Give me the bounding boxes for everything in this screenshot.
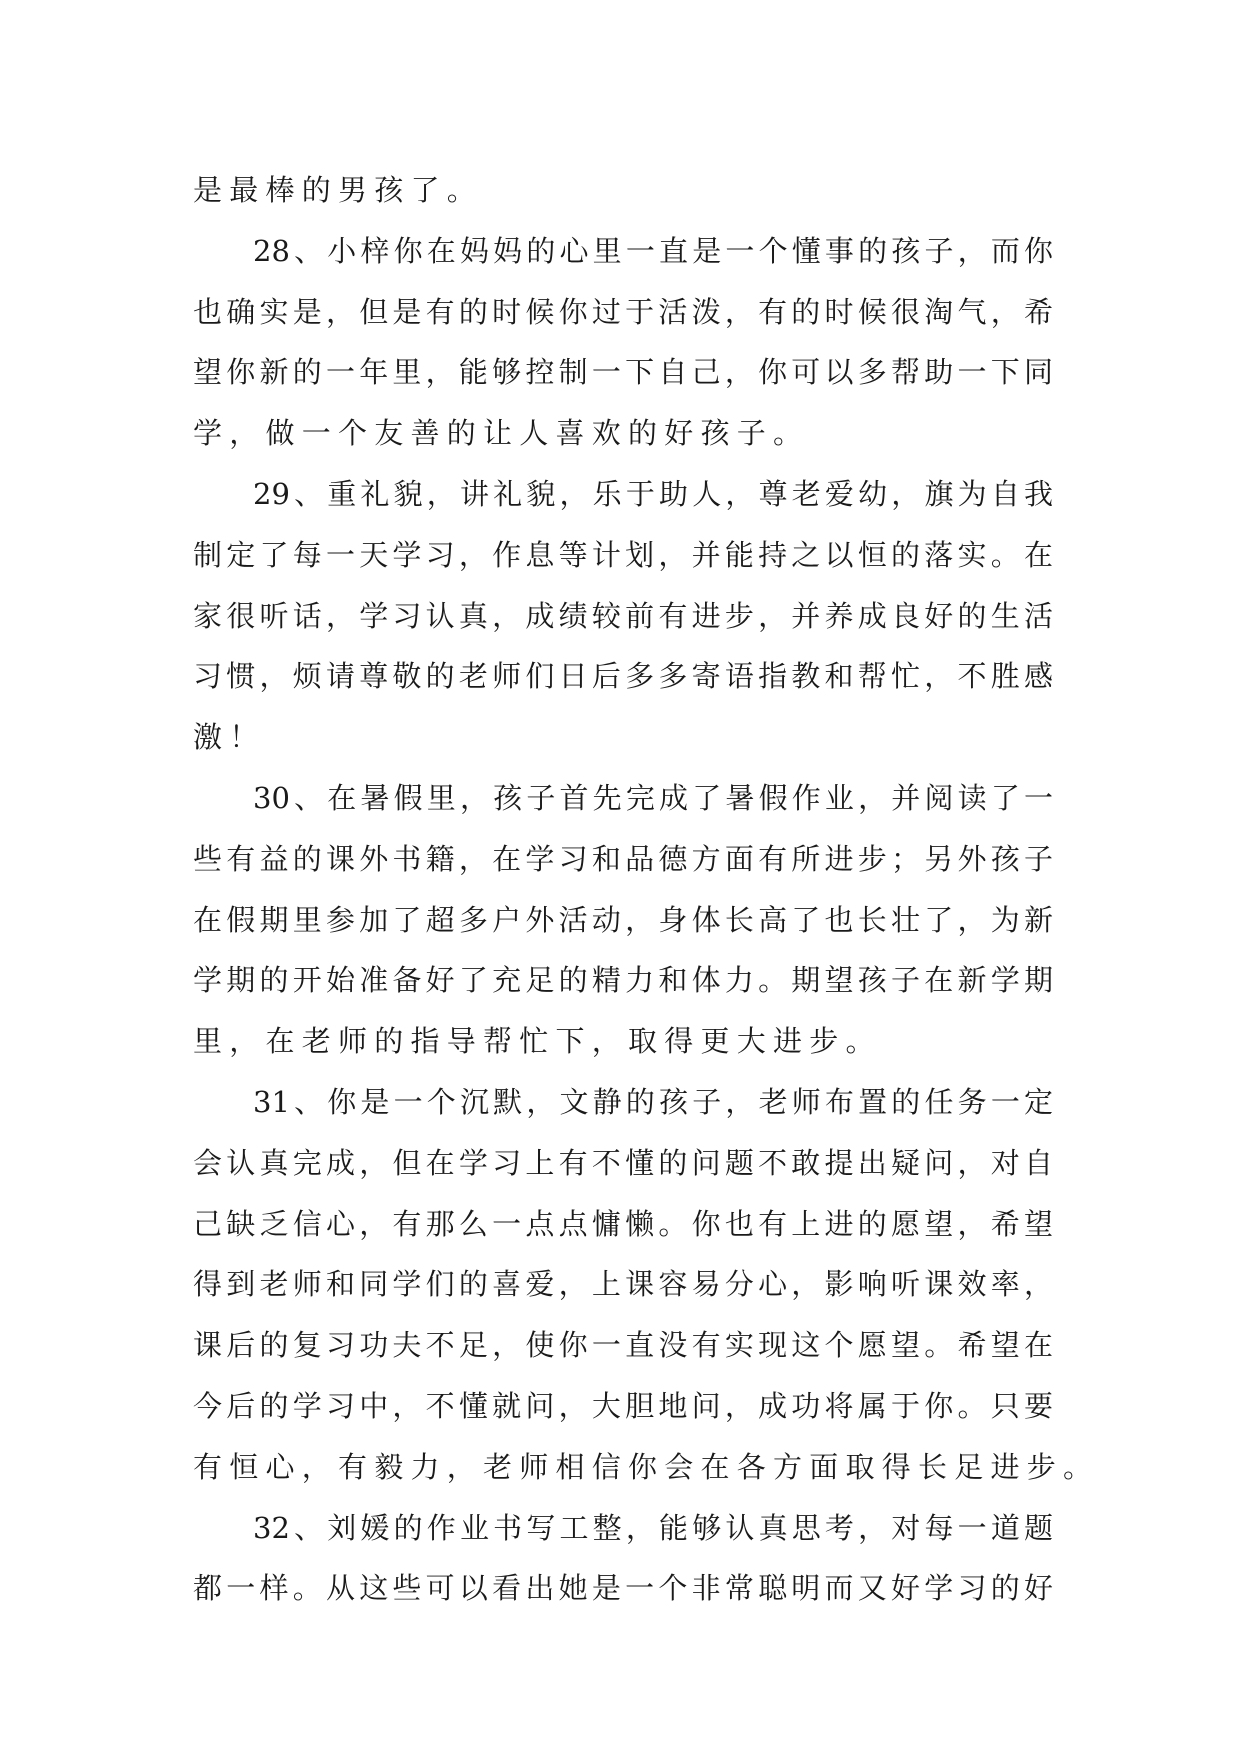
text-line: 制定了每一天学习，作息等计划，并能持之以恒的落实。在: [193, 537, 1053, 572]
text-line: 30、在暑假里，孩子首先完成了暑假作业，并阅读了一: [253, 780, 1053, 815]
text-line: 些有益的课外书籍，在学习和品德方面有所进步；另外孩子: [193, 841, 1053, 876]
text-line: 家很听话，学习认真，成绩较前有进步，并养成良好的生活: [193, 598, 1053, 633]
text-line: 得到老师和同学们的喜爱，上课容易分心，影响听课效率，: [193, 1267, 1053, 1302]
document-body: [193, 160, 1100, 1619]
text-line: 己缺乏信心，有那么一点点慵懒。你也有上进的愿望，希望: [193, 1206, 1053, 1241]
text-line: 28、小梓你在妈妈的心里一直是一个懂事的孩子，而你: [253, 233, 1053, 268]
text-line: 学期的开始准备好了充足的精力和体力。期望孩子在新学期: [193, 963, 1053, 998]
text-line: 望你新的一年里，能够控制一下自己，你可以多帮助一下同: [193, 355, 1053, 390]
text-line: 有恒心，有毅力，老师相信你会在各方面取得长足进步。: [193, 1449, 1100, 1484]
text-line: 都一样。从这些可以看出她是一个非常聪明而又好学习的好: [193, 1571, 1053, 1606]
text-line: 31、你是一个沉默，文静的孩子，老师布置的任务一定: [253, 1084, 1053, 1119]
text-line: 在假期里参加了超多户外活动，身体长高了也长壮了，为新: [193, 902, 1053, 937]
text-line: 学，做一个友善的让人喜欢的好孩子。: [193, 416, 810, 451]
text-line: 今后的学习中，不懂就问，大胆地问，成功将属于你。只要: [193, 1388, 1053, 1423]
text-line: 课后的复习功夫不足，使你一直没有实现这个愿望。希望在: [193, 1328, 1053, 1363]
text-line: 会认真完成，但在学习上有不懂的问题不敢提出疑问，对自: [193, 1145, 1053, 1180]
text-line: 习惯，烦请尊敬的老师们日后多多寄语指教和帮忙，不胜感: [193, 659, 1053, 694]
text-line: 是最棒的男孩了。: [193, 173, 484, 207]
text-line: 29、重礼貌，讲礼貌，乐于助人，尊老爱幼，旗为自我: [253, 476, 1053, 511]
text-line: 32、刘媛的作业书写工整，能够认真思考，对每一道题: [253, 1510, 1053, 1545]
text-line: 也确实是，但是有的时候你过于活泼，有的时候很淘气，希: [193, 294, 1053, 329]
text-line: 激！: [193, 720, 266, 755]
text-line: 里，在老师的指导帮忙下，取得更大进步。: [193, 1024, 882, 1059]
